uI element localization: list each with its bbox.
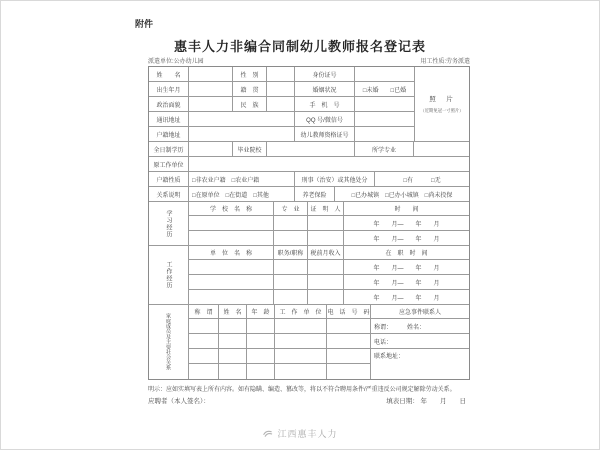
hukou-options: □非农业户籍 □农业户籍 <box>189 172 295 187</box>
registered-address-value-cell <box>189 127 295 142</box>
work-tenure-cell: 年 月— 年 月 <box>344 290 469 305</box>
name-label: 姓 名 <box>149 67 189 82</box>
family-relation-cell <box>189 334 219 349</box>
ethnicity-value-cell <box>267 97 295 112</box>
study-witness-cell <box>308 231 344 246</box>
employment-type-label: 用工性质:劳务派遣 <box>420 59 470 65</box>
penalty-options: □有 □无 <box>375 172 469 187</box>
applicant-signature-label: 应聘者（本人签名）： <box>148 398 210 405</box>
study-school-header: 学 校 名 称 <box>189 202 274 216</box>
pension-options: □已办城镇 □已办小城镇 □尚未投保 <box>335 187 469 202</box>
attachment-label: 附件 <box>135 19 154 29</box>
pension-label: 养老保险 <box>295 187 335 202</box>
mailing-address-label: 通讯地址 <box>149 112 189 127</box>
family-employer-cell <box>275 349 327 364</box>
previous-employer-value-cell <box>189 157 469 172</box>
company-watermark <box>0 427 600 440</box>
native-place-label: 籍 贯 <box>233 82 267 97</box>
family-employer-cell <box>275 319 327 334</box>
meta-row <box>148 56 470 65</box>
family-row <box>149 319 469 334</box>
ethnicity-label: 民 族 <box>233 97 267 112</box>
signature-row <box>148 396 466 405</box>
study-major-header: 专 业 <box>274 202 308 216</box>
family-section-label: 家庭成员及主要社会关系 <box>149 305 189 379</box>
major-label: 所学专业 <box>355 142 414 157</box>
native-place-value-cell <box>267 82 295 97</box>
family-age-cell <box>247 319 275 334</box>
family-phone-cell <box>327 364 371 379</box>
company-watermark-text: 江西惠丰人力 <box>277 429 338 439</box>
work-position-cell <box>274 260 308 275</box>
family-relation-cell <box>189 349 219 364</box>
work-row <box>149 275 469 290</box>
photo-title: 照 片 <box>429 96 455 103</box>
hukou-type-label: 户籍性质 <box>149 172 189 187</box>
emergency-contact-address-cell-cont <box>371 364 469 379</box>
id-number-value-cell <box>355 67 414 82</box>
family-age-header: 年 龄 <box>247 305 275 319</box>
study-school-cell <box>189 216 274 231</box>
family-relation-header: 称 谓 <box>189 305 219 319</box>
name-value-cell <box>189 67 233 82</box>
work-employer-cell <box>189 290 274 305</box>
relation-note-label: 关系说明 <box>149 187 189 202</box>
mobile-value-cell <box>355 97 414 112</box>
qq-wechat-label: QQ 号/微信号 <box>295 112 355 127</box>
registered-address-label: 户籍地址 <box>149 127 189 142</box>
fulltime-education-label: 全日制学历 <box>149 142 189 157</box>
work-position-header: 职务/职称 <box>274 246 308 260</box>
fill-date <box>386 396 466 405</box>
study-time-cell: 年 月— 年 月 <box>344 216 469 231</box>
table-row <box>149 187 469 202</box>
work-tenure-cell: 年 月— 年 月 <box>344 260 469 275</box>
fulltime-education-value-cell <box>189 142 233 157</box>
family-name-cell <box>219 349 247 364</box>
work-income-cell <box>308 275 344 290</box>
family-phone-cell <box>327 349 371 364</box>
table-row <box>149 157 469 172</box>
teacher-cert-value-cell <box>355 127 414 142</box>
work-header-row <box>149 246 469 260</box>
study-witness-header: 证 明 人 <box>308 202 344 216</box>
work-income-cell <box>308 260 344 275</box>
work-income-header: 税前月收入 <box>308 246 344 260</box>
photo-box <box>414 67 469 142</box>
family-name-cell <box>219 319 247 334</box>
registration-form-table <box>148 66 470 380</box>
mobile-label: 手 机 号 <box>295 97 355 112</box>
study-header-row <box>149 202 469 216</box>
mailing-address-value-cell <box>189 112 295 127</box>
family-name-cell <box>219 334 247 349</box>
work-tenure-cell: 年 月— 年 月 <box>344 275 469 290</box>
company-logo-icon <box>262 428 273 439</box>
family-row <box>149 349 469 364</box>
form-note: 明示：应如实填写表上所有内容。如有隐瞒、编造、篡改等，将以不符合聘用条件/严重违反公司规定解除劳动关系。 <box>148 387 456 393</box>
gender-value-cell <box>267 67 295 82</box>
table-row <box>149 142 469 157</box>
work-position-cell <box>274 275 308 290</box>
family-employer-header: 工 作 单 位 <box>275 305 327 319</box>
family-age-cell <box>247 334 275 349</box>
family-phone-header: 电 话 号 码 <box>327 305 371 319</box>
work-row <box>149 260 469 275</box>
graduate-school-value-cell <box>267 142 355 157</box>
political-status-label: 政治面貌 <box>149 97 189 112</box>
study-time-cell: 年 月— 年 月 <box>344 231 469 246</box>
birth-date-value-cell <box>189 82 233 97</box>
fill-date-label: 填表日期： <box>386 398 419 405</box>
family-age-cell <box>247 349 275 364</box>
work-row <box>149 290 469 305</box>
family-name-cell <box>219 364 247 379</box>
family-name-header: 姓 名 <box>219 305 247 319</box>
study-school-cell <box>189 231 274 246</box>
birth-date-label: 出生年月 <box>149 82 189 97</box>
relation-options: □在原单位 □在街道 □其他 <box>189 187 295 202</box>
table-row <box>149 172 469 187</box>
family-phone-cell <box>327 319 371 334</box>
family-age-cell <box>247 364 275 379</box>
id-number-label: 身份证号 <box>295 67 355 82</box>
teacher-cert-label: 幼儿教师资格证号 <box>295 127 355 142</box>
study-witness-cell <box>308 216 344 231</box>
study-major-cell <box>274 231 308 246</box>
qq-wechat-value-cell <box>355 112 414 127</box>
political-status-value-cell <box>189 97 233 112</box>
family-employer-cell <box>275 364 327 379</box>
study-section-label: 学习经历 <box>149 202 189 246</box>
emergency-contact-phone-cell: 电话： <box>371 334 469 349</box>
work-income-cell <box>308 290 344 305</box>
work-section-label: 工作经历 <box>149 246 189 305</box>
family-relation-cell <box>189 364 219 379</box>
work-employer-cell <box>189 260 274 275</box>
family-employer-cell <box>275 334 327 349</box>
work-tenure-header: 在 职 时 间 <box>344 246 469 260</box>
major-value-cell <box>414 142 469 157</box>
family-relation-cell <box>189 319 219 334</box>
family-row <box>149 334 469 349</box>
page-title: 惠丰人力非编合同制幼儿教师报名登记表 <box>173 39 426 54</box>
emergency-contact-header: 应急事件联系人 <box>371 305 469 319</box>
study-major-cell <box>274 216 308 231</box>
work-position-cell <box>274 290 308 305</box>
family-header-row <box>149 305 469 319</box>
work-employer-header: 单 位 名 称 <box>189 246 274 260</box>
study-row <box>149 216 469 231</box>
family-row <box>149 364 469 379</box>
graduate-school-label: 毕业院校 <box>233 142 267 157</box>
work-employer-cell <box>189 275 274 290</box>
emergency-contact-address-cell: 联系地址： <box>374 354 405 360</box>
fill-date-placeholder: 年 月 日 <box>420 398 466 405</box>
family-phone-cell <box>327 334 371 349</box>
criminal-penalty-label: 刑事（治安）或其他处分 <box>295 172 375 187</box>
previous-employer-label: 原工作单位 <box>149 157 189 172</box>
marital-status-label: 婚姻状况 <box>295 82 355 97</box>
study-time-header: 时 间 <box>344 202 469 216</box>
photo-note: （近期免冠一寸照片） <box>420 109 464 114</box>
dispatch-unit-label: 派遣单位:公办幼儿园 <box>148 59 204 65</box>
study-row <box>149 231 469 246</box>
marital-options: □未婚 □已婚 <box>355 82 414 97</box>
gender-label: 性 别 <box>233 67 267 82</box>
emergency-contact-name-cell: 称谓： 姓名： <box>371 319 469 334</box>
